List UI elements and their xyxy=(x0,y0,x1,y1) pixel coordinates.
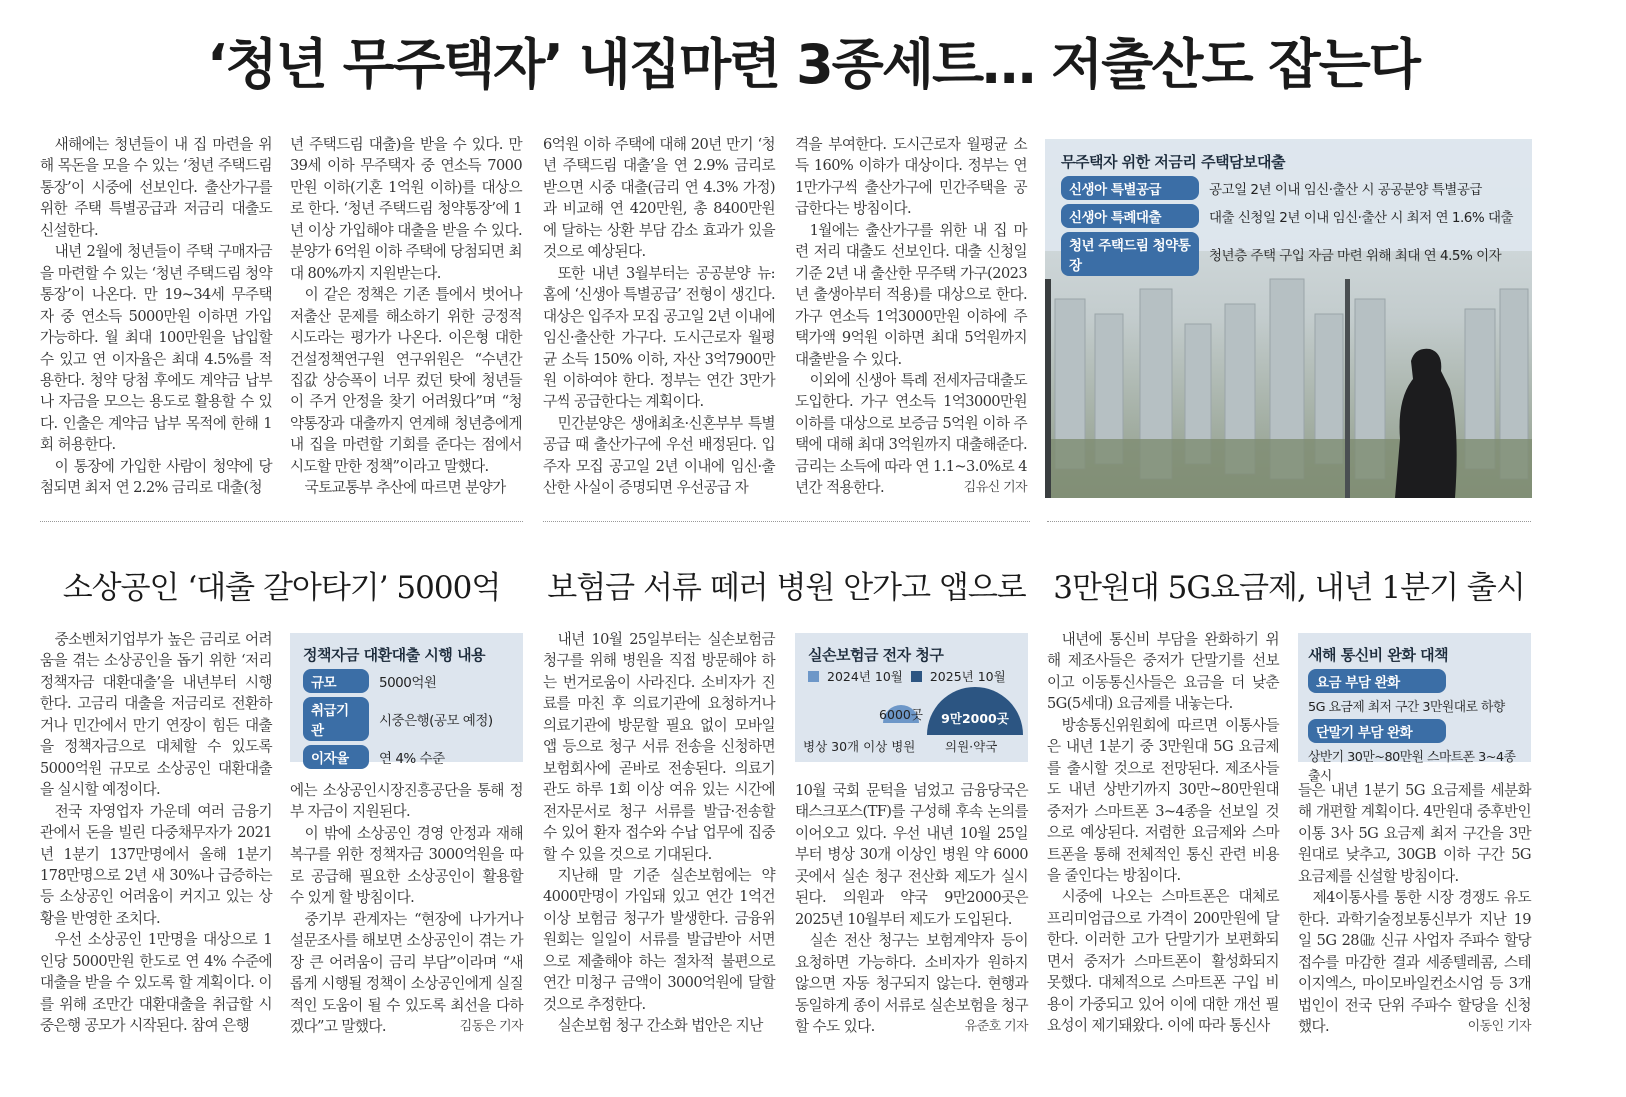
article-headline: 3만원대 5G요금제, 내년 1분기 출시 xyxy=(1053,570,1525,606)
paragraph: 방송통신위원회에 따르면 이통사들은 내년 1분기 중 3만원대 5G 요금제를 출시할 것으로 전망된다. 제조사들도 내년 상반기까지 30만~80만원대 중저가 스마트폰 3~4종을 선보일 것으로 예상된다. 저렴한 요금제와 스마트폰을 통해 전체적인 통신 관련 비용을 줄인다는 방침이다. xyxy=(1047,716,1279,884)
chart-legend xyxy=(808,667,1015,685)
infobox-text: 5G 요금제 최저 구간 3만원대로 하향 xyxy=(1308,700,1505,715)
paragraph: 실손보험 청구 간소화 법안은 지난 xyxy=(557,1017,763,1035)
paragraph: 새해에는 청년들이 내 집 마련을 위해 목돈을 모을 수 있는 ‘청년 주택드림 통장’이 시중에 선보인다. 출산가구를 위한 주택 특별공급과 저금리 대출도 신설한다. xyxy=(40,136,272,239)
telecom-infobox xyxy=(1298,633,1531,784)
paragraph: 6억원 이하 주택에 대해 20년 만기 ‘청년 주택드림 대출’을 연 2.9% 금리로 받으면 시중 대출(금리 연 4.3% 가정)과 비교해 연 420만원, 총 8400만원에 달하는 상환 부담 감소 효과가 있을 것으로 예상된다. xyxy=(543,136,775,261)
infobox-label: 신생아 특례대출 xyxy=(1061,204,1199,228)
infobox-text: 청년층 주택 구입 자금 마련 위해 최대 연 4.5% 이자 xyxy=(1209,248,1502,264)
paragraph: 내년 10월 25일부터는 실손보험금 청구를 위해 병원을 직접 방문해야 하는 번거로움이 사라진다. 소비자가 진료를 마친 후 의료기관에 요청하거나 의료기관에 방문할 필요 없이 모바일 앱 등으로 청구 서류 전송을 신청하면 보험회사에 곧바로 전송된다. 의료기관도 하루 1회 이상 여유 있는 시간에 전자문서로 청구 서류를 발급·전송할 수 있어 환자 접수와 수납 업무에 집중할 수 있을 것으로 기대된다. xyxy=(543,631,775,863)
paragraph: 국토교통부 추산에 따르면 분양가 xyxy=(304,479,506,497)
chart-category-label: 병상 30개 이상 병원 xyxy=(803,739,916,754)
infobox-title: 정책자금 대환대출 시행 내용 xyxy=(303,646,486,664)
paragraph: 년 주택드림 대출)을 받을 수 있다. 만 39세 이하 무주택자 중 연소득 7000만원 이하(기혼 1억원 이하)를 대상으로 한다. ‘청년 주택드림 청약통장’에 1년 이상 가입해야 대출을 받을 수 있다. 분양가 6억원 이하 주택에 당첨되면 최대 80%까지 지원받는다. xyxy=(290,136,522,282)
article-1-column-1 xyxy=(40,629,272,1037)
byline: 유준호 기자 xyxy=(964,1018,1028,1034)
main-article-column-3 xyxy=(543,134,775,499)
paragraph-text: 이외에 신생아 특례 전세자금대출도 도입한다. 가구 연소득 1억3000만원 이하를 대상으로 보증금 5억원 이하 주택에 대해 최대 3억원까지 대출해준다. 금리는 소득에 따라 연 1.1~3.0%로 4년간 적용한다. xyxy=(795,371,1027,497)
paragraph: 지난해 말 기준 실손보험에는 약 4000만명이 가입돼 있고 연간 1억건 이상 보험금 청구가 발생한다. 금융위원회는 일일이 서류를 발급받아 서면으로 제출해야 하는 절차적 불편으로 연간 미청구 금액이 3000억원에 달할 것으로 추정한다. xyxy=(543,866,775,1013)
divider xyxy=(543,521,1030,522)
paragraph: 전국 자영업자 가운데 여러 금융기관에서 돈을 빌린 다중채무자가 2021년 1분기 137만명에서 올해 1분기 178만명으로 2년 새 30%나 급증하는 등 소상공인 어려움이 커지고 있는 상황을 반영한 조치다. xyxy=(40,802,272,927)
byline: 김유신 기자 xyxy=(963,480,1027,496)
infobox-row xyxy=(1308,719,1521,743)
paragraph: 내년 2월에 청년들이 주택 구매자금을 마련할 수 있는 ‘청년 주택드림 청약통장’이 나온다. 만 19~34세 무주택자 중 연소득 5000만원 이하면 가입 가능하다. 월 최대 100만원을 납입할 수 있고 연 이자율은 최대 4.5%를 적용한다. 청약 당첨 후에도 계약금 납부나 자금을 모으는 용도로 활용할 수 있다. 인출은 계약금 납부 목적에 한해 1회 허용한다. xyxy=(40,243,272,454)
infobox-label: 청년 주택드림 청약통장 xyxy=(1061,232,1199,276)
infobox-label: 이자율 xyxy=(303,745,369,769)
article-1-column-2 xyxy=(290,780,523,1037)
paragraph: 민간분양은 생애최초·신혼부부 특별공급 때 출산가구에 우선 배정된다. 입주자 모집 공고일 2년 이내에 임신·출산한 사실이 증명되면 우선공급 자 xyxy=(543,414,775,497)
infobox-title: 무주택자 위한 저금리 주택담보대출 xyxy=(1061,153,1286,171)
infobox-row xyxy=(303,697,510,741)
infobox-text: 공고일 2년 이내 임신·출산 시 공공분양 특별공급 xyxy=(1209,182,1482,198)
paragraph xyxy=(290,909,523,1038)
legend-label: 2024년 10월 xyxy=(827,669,903,684)
paragraph: 시중에 나오는 스마트폰은 대체로 프리미엄급으로 가격이 200만원에 달한다. 이러한 고가 단말기가 보편화되면서 중저가 스마트폰이 활성화되지 못했다. 대체적으로 스마트폰 구입 비용이 가중되고 있어 이에 대한 개선 필요성이 제기돼왔다. 이에 따라 통신사 xyxy=(1047,888,1279,1035)
paragraph xyxy=(795,370,1027,499)
chart-category-label: 의원·약국 xyxy=(945,739,998,754)
paragraph: 중소벤처기업부가 높은 금리로 어려움을 겪는 소상공인을 돕기 위한 ‘저리 정책자금 대환대출’을 내년부터 시행한다. 고금리 대출을 저금리로 전환하거나 민간에서 만기 연장이 힘든 대출을 정책자금으로 대체할 수 있도록 5000억원 규모로 소상공인 대환대출을 실시할 예정이다. xyxy=(40,631,272,799)
infobox-text: 상반기 30만~80만원 스마트폰 3~4종 출시 xyxy=(1308,750,1516,784)
legend-swatch xyxy=(808,671,819,682)
infobox-title: 새해 통신비 완화 대책 xyxy=(1308,646,1449,664)
main-headline: ‘청년 무주택자’ 내집마련 3종세트… 저출산도 잡는다 xyxy=(207,33,1419,96)
paragraph xyxy=(795,930,1028,1037)
main-article-column-1 xyxy=(40,134,272,499)
article-headline: 소상공인 ‘대출 갈아타기’ 5000억 xyxy=(62,570,501,606)
chart-value-label: 9만2000곳 xyxy=(941,711,1009,726)
legend-swatch xyxy=(911,671,922,682)
paragraph-text: 중기부 관계자는 “현장에 나가거나 설문조사를 해보면 소상공인이 겪는 가장 큰 어려움이 금리 부담”이라며 “새롭게 시행될 정책이 소상공인에게 실질적인 도움이 될 수 있도록 최선을 다하겠다”고 말했다. xyxy=(290,910,523,1035)
infobox-label: 신생아 특별공급 xyxy=(1061,176,1199,200)
apartment-photo xyxy=(1045,139,1532,498)
paragraph-text: 제4이통사를 통한 시장 경쟁도 유도한다. 과학기술정보통신부가 지난 19일 5G 28㎓ 신규 사업자 주파수 할당 접수를 마감한 결과 세종텔레콤, 스테이지엑스, 마이모바일컨소시엄 등 3개 법인이 전국 단위 주파수 할당을 신청했다. xyxy=(1298,889,1531,1035)
paragraph: 내년에 통신비 부담을 완화하기 위해 제조사들은 중저가 단말기를 선보이고 이동통신사들은 요금을 더 낮춘 5G(5세대) 요금제를 내놓는다. xyxy=(1047,631,1279,713)
main-article-column-4 xyxy=(795,134,1027,499)
paragraph: 에는 소상공인시장진흥공단을 통해 정부 자금이 지원된다. xyxy=(290,782,523,821)
article-3-column-1 xyxy=(1047,629,1279,1037)
infobox-row xyxy=(303,745,510,769)
infobox-label: 요금 부담 완화 xyxy=(1308,669,1446,693)
infobox-row xyxy=(1308,669,1521,693)
infobox-row xyxy=(1061,204,1516,228)
infobox-row xyxy=(1061,176,1516,200)
claims-chart-box xyxy=(795,633,1028,762)
legend-label: 2025년 10월 xyxy=(929,669,1006,684)
infobox-label: 단말기 부담 완화 xyxy=(1308,719,1446,743)
infobox-text: 연 4% 수준 xyxy=(379,751,445,767)
paragraph: 10월 국회 문턱을 넘었고 금융당국은 태스크포스(TF)를 구성해 후속 논의를 이어오고 있다. 우선 내년 10월 25일부터 병상 30개 이상인 병원 약 6000곳에서 실손 청구 전산화 제도가 실시된다. 의원과 약국 9만2000곳은 2025년 10월부터 제도가 도입된다. xyxy=(795,782,1028,928)
byline: 이동인 기자 xyxy=(1467,1018,1531,1034)
divider xyxy=(40,521,523,522)
infobox-text: 대출 신청일 2년 이내 임신·출산 시 최저 연 1.6% 대출 xyxy=(1209,210,1514,226)
paragraph: 우선 소상공인 1만명을 대상으로 1인당 5000만원 한도로 연 4% 수준에 대출을 받을 수 있도록 할 계획이다. 이를 위해 조만간 대환대출을 취급할 시중은행 공모가 시작된다. 참여 은행 xyxy=(40,931,272,1035)
article-2-column-1 xyxy=(543,629,775,1037)
paragraph xyxy=(1298,887,1531,1037)
chart-value-label: 6000곳 xyxy=(879,707,923,722)
infobox-row xyxy=(303,669,510,693)
infobox-text: 5000억원 xyxy=(379,675,437,691)
loan-policy-infobox xyxy=(290,633,523,767)
article-2-column-2 xyxy=(795,780,1028,1037)
loan-infobox xyxy=(1045,139,1532,274)
infobox-label: 취급기관 xyxy=(303,697,369,741)
infobox-text: 시중은행(공모 예정) xyxy=(379,713,493,729)
divider xyxy=(1047,521,1531,522)
paragraph: 또한 내년 3월부터는 공공분양 뉴:홈에 ‘신생아 특별공급’ 전형이 생긴다. 대상은 입주자 모집 공고일 2년 이내에 임신·출산한 가구다. 도시근로자 월평균 소득 150% 이하, 자산 3억7900만원 이하여야 한다. 정부는 연간 3만가구씩 공급한다는 계획이다. xyxy=(543,264,775,411)
paragraph-text: 실손 전산 청구는 보험계약자 등이 요청하면 가능하다. 소비자가 원하지 않으면 자동 청구되지 않는다. 현행과 동일하게 종이 서류로 실손보험을 청구할 수도 있다. xyxy=(795,932,1028,1035)
chart-title: 실손보험금 전자 청구 xyxy=(808,646,944,664)
main-article-column-2 xyxy=(290,134,522,499)
paragraph: 들은 내년 1분기 5G 요금제를 세분화해 개편할 계획이다. 4만원대 중후반인 이통 3사 5G 요금제 최저 구간을 3만원대로 낮추고, 30GB 이하 구간 5G 요금제를 신설할 방침이다. xyxy=(1298,782,1531,885)
paragraph: 이 같은 정책은 기존 틀에서 벗어나 저출산 문제를 해소하기 위한 긍정적 시도라는 평가가 나온다. 이은형 대한건설정책연구원 연구위원은 “수년간 집값 상승폭이 너무 컸던 탓에 청년들이 주거 안정을 찾기 어려웠다”며 “청약통장과 대출까지 연계해 청년층에게 내 집을 마련할 기회를 준다는 점에서 시도할 만한 정책”이라고 말했다. xyxy=(290,286,522,475)
infobox-label: 규모 xyxy=(303,669,369,693)
paragraph: 이 밖에 소상공인 경영 안정과 재해 복구를 위한 정책자금 3000억원을 따로 공급해 필요한 소상공인이 활용할 수 있게 할 방침이다. xyxy=(290,824,523,907)
article-headline: 보험금 서류 떼러 병원 안가고 앱으로 xyxy=(547,570,1026,606)
paragraph: 격을 부여한다. 도시근로자 월평균 소득 160% 이하가 대상이다. 정부는 연 1만가구씩 출산가구에 민간주택을 공급한다는 방침이다. xyxy=(795,136,1027,218)
infobox-row xyxy=(1061,232,1516,276)
article-3-column-2 xyxy=(1298,780,1531,1037)
byline: 김동은 기자 xyxy=(459,1018,523,1034)
paragraph: 1월에는 출산가구를 위한 내 집 마련 저리 대출도 선보인다. 대출 신청일 기준 2년 내 출산한 무주택 가구(2023년 출생아부터 적용)를 대상으로 한다. 가구 연소득 1억3000만원 이하에 주택가액 9억원 이하면 최대 5억원까지 대출받을 수 있다. xyxy=(795,221,1027,368)
paragraph: 이 통장에 가입한 사람이 청약에 당첨되면 최저 연 2.2% 금리로 대출(청 xyxy=(40,457,272,497)
